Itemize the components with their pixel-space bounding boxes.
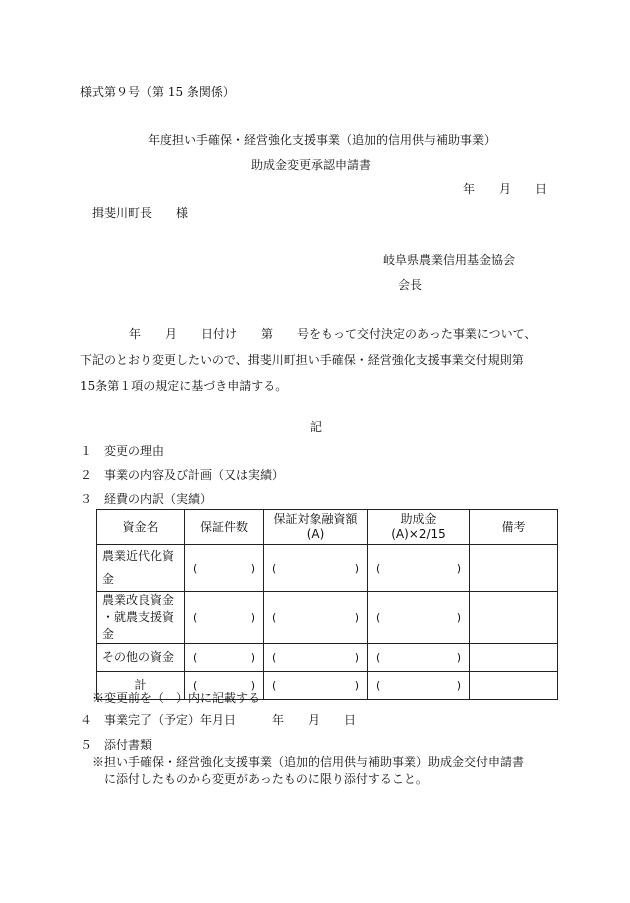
row-label-line: 農業改良資金 bbox=[102, 593, 175, 607]
row-label-modernization bbox=[97, 545, 185, 592]
header-loan-amount-line2: (A) bbox=[306, 527, 325, 541]
row-label-line: ・就農支援資 bbox=[102, 610, 175, 624]
cell-remarks bbox=[470, 545, 558, 592]
cell-guarantee-count bbox=[185, 592, 264, 644]
body-paragraph bbox=[80, 321, 580, 399]
paren-open: ( bbox=[272, 651, 277, 664]
table-header-row bbox=[97, 510, 558, 545]
ki-heading: 記 bbox=[310, 420, 323, 434]
cell-loan-amount bbox=[264, 545, 368, 592]
paren-open: ( bbox=[193, 561, 198, 575]
row-label-other: その他の資金 bbox=[97, 644, 185, 672]
item-4: ４ 事業完了（予定）年月日 年 月 日 bbox=[80, 713, 357, 727]
attachment-note-line-1: ※担い手確保・経営強化支援事業（追加的信用供与補助事業）助成金交付申請書 bbox=[92, 755, 525, 769]
paren-open: ( bbox=[376, 611, 381, 624]
cell-remarks bbox=[470, 592, 558, 644]
item-5: ５ 添付書類 bbox=[80, 738, 153, 752]
table-row bbox=[97, 545, 558, 592]
row-label-total: 計 bbox=[97, 672, 185, 700]
header-guarantee-count: 保証件数 bbox=[185, 510, 264, 545]
paren-open: ( bbox=[193, 611, 198, 624]
table-row bbox=[97, 592, 558, 644]
cell-subsidy bbox=[368, 545, 470, 592]
table-row bbox=[97, 644, 558, 672]
item-3: ３ 経費の内訳（実績） bbox=[80, 492, 213, 506]
paren-open: ( bbox=[193, 679, 198, 692]
header-remarks: 備考 bbox=[470, 510, 558, 545]
row-label-line: 金 bbox=[102, 627, 115, 641]
attachment-note-line-2: に添付したものから変更があったものに限り添付すること。 bbox=[104, 772, 428, 786]
cell-loan-amount bbox=[264, 644, 368, 672]
header-loan-amount bbox=[264, 510, 368, 545]
paren-close: ) bbox=[250, 561, 255, 575]
header-subsidy-line2: (A)×2/15 bbox=[391, 527, 446, 541]
header-loan-amount-line1: 保証対象融資額 bbox=[273, 512, 358, 526]
paren-open: ( bbox=[193, 651, 198, 664]
paren-close: ) bbox=[354, 611, 359, 624]
applicant-org: 岐阜県農業信用基金協会 bbox=[383, 253, 516, 267]
body-line-3: 15条第１項の規定に基づき申請する。 bbox=[80, 379, 288, 393]
paren-open: ( bbox=[272, 611, 277, 624]
applicant-title: 会長 bbox=[398, 278, 423, 292]
paren-open: ( bbox=[376, 679, 381, 692]
paren-close: ) bbox=[354, 651, 359, 664]
row-label-line: 農業近代化資 bbox=[102, 549, 175, 563]
cell-remarks bbox=[470, 672, 558, 700]
cell-subsidy bbox=[368, 644, 470, 672]
paren-close: ) bbox=[250, 651, 255, 664]
cell-guarantee-count bbox=[185, 545, 264, 592]
date-line: 年 月 日 bbox=[463, 182, 548, 196]
cell-subsidy bbox=[368, 672, 470, 700]
paren-close: ) bbox=[456, 561, 461, 575]
paren-close: ) bbox=[250, 611, 255, 624]
paren-close: ) bbox=[250, 679, 255, 692]
row-label-improvement bbox=[97, 592, 185, 644]
table-note: ※変更前を（ ）内に記載する bbox=[92, 691, 261, 705]
cell-guarantee-count bbox=[185, 644, 264, 672]
header-subsidy bbox=[368, 510, 470, 545]
paren-close: ) bbox=[456, 679, 461, 692]
paren-close: ) bbox=[354, 561, 359, 575]
body-line-1: 年 月 日付け 第 号をもって交付決定のあった事業について、 bbox=[129, 327, 537, 341]
form-number: 様式第９号（第 15 条関係） bbox=[80, 85, 235, 99]
item-1: １ 変更の理由 bbox=[80, 444, 165, 458]
paren-close: ) bbox=[456, 611, 461, 624]
cell-subsidy bbox=[368, 592, 470, 644]
paren-open: ( bbox=[376, 651, 381, 664]
body-line-2: 下記のとおり変更したいので、揖斐川町担い手確保・経営強化支援事業交付規則第 bbox=[80, 353, 524, 367]
cell-loan-amount bbox=[264, 592, 368, 644]
item-2: ２ 事業の内容及び計画（又は実績） bbox=[80, 468, 285, 482]
title-line-2: 助成金変更承認申請書 bbox=[251, 158, 372, 172]
paren-close: ) bbox=[354, 679, 359, 692]
paren-open: ( bbox=[272, 561, 277, 575]
row-label-line: 金 bbox=[102, 572, 115, 586]
cost-breakdown-table bbox=[96, 509, 558, 700]
paren-open: ( bbox=[272, 679, 277, 692]
paren-open: ( bbox=[376, 561, 381, 575]
addressee: 揖斐川町長 様 bbox=[92, 206, 189, 220]
title-line-1: 年度担い手確保・経営強化支援事業（追加的信用供与補助事業） bbox=[148, 133, 497, 147]
cell-remarks bbox=[470, 644, 558, 672]
cell-loan-amount bbox=[264, 672, 368, 700]
header-fund-name: 資金名 bbox=[97, 510, 185, 545]
paren-close: ) bbox=[456, 651, 461, 664]
header-subsidy-line1: 助成金 bbox=[400, 512, 437, 526]
